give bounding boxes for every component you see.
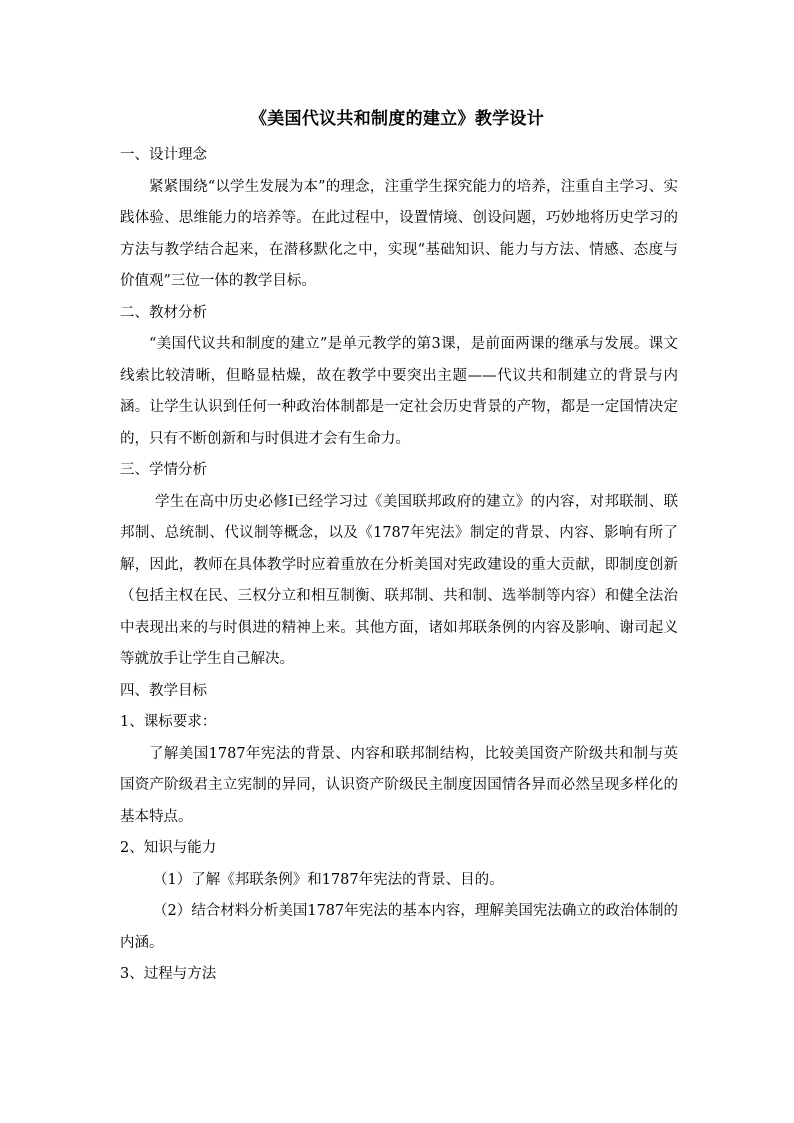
document-title: 《美国代议共和制度的建立》教学设计 — [249, 109, 545, 129]
learner-analysis-paragraph: 学生在高中历史必修Ⅰ已经学习过《美国联邦政府的建立》的内容，对邦联制、联邦制、总统制、代议制等概念，以及《1787年宪法》制定的背景、内容、影响有所了解，因此，教师在具体教学时应着重放在分析美国对宪政建设的重大贡献，即制度创新（包括主权在民、三权分立和相互制衡、联邦制、共和制、选举制等内容）和健全法治中表现出来的与时俱进的精神上来。其他方面，诸如邦联条例的内容及影响、谢司起义等就放手让学生自己解决。 — [120, 493, 678, 667]
section-heading-learner-analysis: 三、学情分析 — [120, 462, 207, 478]
textbook-analysis-paragraph: “美国代议共和制度的建立”是单元教学的第3课，是前面两课的继承与发展。课文线索比较清晰，但略显枯燥，故在教学中要突出主题——代议共和制建立的背景与内涵。让学生认识到任何一种政治体制都是一定社会历史背景的产物，都是一定国情决定的，只有不断创新和与时俱进才会有生命力。 — [120, 336, 678, 447]
curriculum-requirements-paragraph: 了解美国1787年宪法的背景、内容和联邦制结构，比较美国资产阶级共和制与英国资产阶级君主立宪制的异同，认识资产阶级民主制度因国情各异而必然呈现多样化的基本特点。 — [120, 745, 678, 825]
subheading-curriculum-requirements: 1、课标要求： — [120, 714, 217, 730]
knowledge-item-1: （1）了解《邦联条例》和1787年宪法的背景、目的。 — [153, 871, 504, 888]
design-concept-paragraph: 紧紧围绕“以学生发展为本”的理念，注重学生探究能力的培养，注重自主学习、实践体验、思维能力的培养等。在此过程中，设置情境、创设问题，巧妙地将历史学习的方法与教学结合起来，在潜移默化之中，实现“基础知识、能力与方法、情感、态度与价值观”三位一体的教学目标。 — [120, 178, 678, 289]
section-heading-teaching-goals: 四、教学目标 — [120, 682, 207, 699]
section-heading-design-concept: 一、设计理念 — [120, 147, 207, 163]
subheading-process-method: 3、过程与方法 — [120, 966, 217, 982]
subheading-knowledge-ability: 2、知识与能力 — [120, 840, 217, 856]
knowledge-item-2: （2）结合材料分析美国1787年宪法的基本内容，理解美国宪法确立的政治体制的内涵。 — [120, 903, 678, 951]
document-body — [120, 140, 678, 991]
section-heading-textbook-analysis: 二、教材分析 — [120, 304, 207, 321]
